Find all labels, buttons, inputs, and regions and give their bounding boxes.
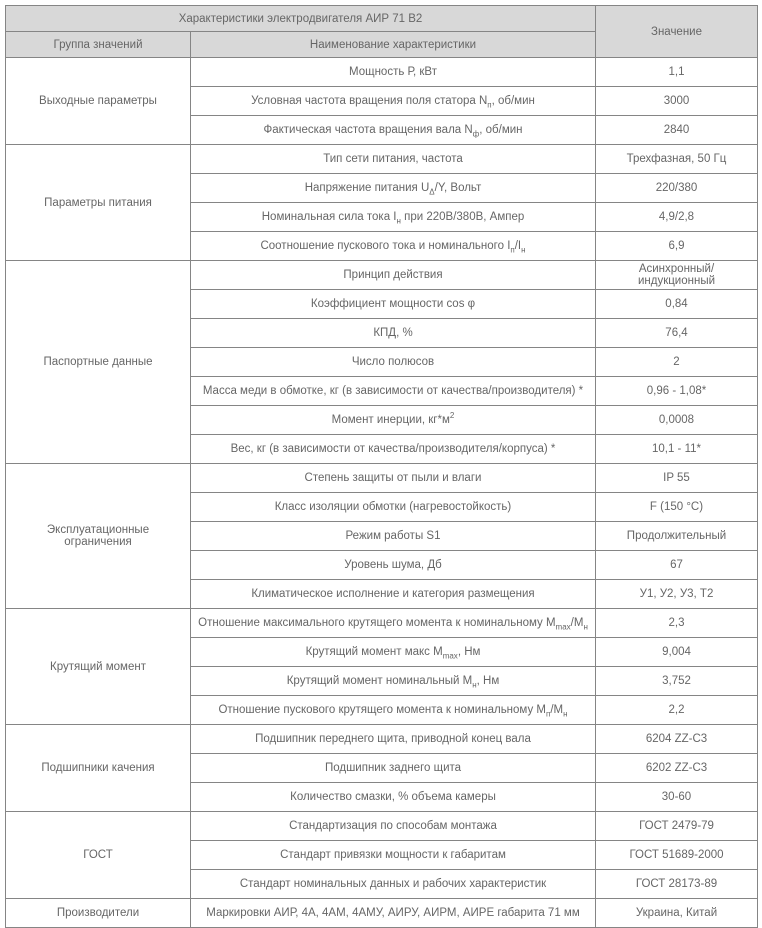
name-cell: Отношение пускового крутящего момента к номинальному $M_п/M_н$ <box>191 696 596 725</box>
value-cell: ГОСТ 2479-79 <box>596 812 758 841</box>
value-cell: 2 <box>596 348 758 377</box>
characteristics-table <box>5 5 758 928</box>
name-cell: Коэффициент мощности cos φ <box>191 290 596 319</box>
name-cell: Климатическое исполнение и категория размещения <box>191 580 596 609</box>
name-cell: Отношение максимального крутящего момента к номинальному $M_{max}/M_н$ <box>191 609 596 638</box>
value-cell: 67 <box>596 551 758 580</box>
name-cell: Режим работы S1 <box>191 522 596 551</box>
value-cell: 9,004 <box>596 638 758 667</box>
value-cell: 6202 ZZ-C3 <box>596 754 758 783</box>
name-cell: Подшипник переднего щита, приводной конец вала <box>191 725 596 754</box>
name-cell: Момент инерции, $кг*м^2$ <box>191 406 596 435</box>
value-cell: 1,1 <box>596 58 758 87</box>
table-row <box>6 464 758 493</box>
group-label: Производители <box>6 899 191 928</box>
table-row <box>6 609 758 638</box>
group-label: Эксплуатационные ограничения <box>6 464 191 609</box>
value-cell: 0,96 - 1,08* <box>596 377 758 406</box>
name-cell: Вес, кг (в зависимости от качества/производителя/корпуса) * <box>191 435 596 464</box>
group-label: Параметры питания <box>6 145 191 261</box>
name-cell: Фактическая частота вращения вала $N_ф$, об/мин <box>191 116 596 145</box>
title-row <box>6 6 758 32</box>
value-cell: У1, У2, У3, Т2 <box>596 580 758 609</box>
name-cell: Стандарт привязки мощности к габаритам <box>191 841 596 870</box>
table-row <box>6 812 758 841</box>
value-cell: 30-60 <box>596 783 758 812</box>
group-label: Паспортные данные <box>6 261 191 464</box>
name-cell: Условная частота вращения поля статора $N_п$, об/мин <box>191 87 596 116</box>
table-row <box>6 261 758 290</box>
table-row <box>6 725 758 754</box>
table-row <box>6 58 758 87</box>
value-cell: 10,1 - 11* <box>596 435 758 464</box>
value-cell: 3000 <box>596 87 758 116</box>
value-cell: 6,9 <box>596 232 758 261</box>
table-row <box>6 145 758 174</box>
name-cell: Мощность Р, кВт <box>191 58 596 87</box>
value-cell: 2840 <box>596 116 758 145</box>
name-cell: Напряжение питания $U_\Delta/Y$, Вольт <box>191 174 596 203</box>
name-cell: Соотношение пускового тока и номинального $I_п/I_н$ <box>191 232 596 261</box>
value-cell: 4,9/2,8 <box>596 203 758 232</box>
value-cell: IP 55 <box>596 464 758 493</box>
value-cell: 3,752 <box>596 667 758 696</box>
name-cell: Тип сети питания, частота <box>191 145 596 174</box>
name-cell: Стандартизация по способам монтажа <box>191 812 596 841</box>
name-cell: Принцип действия <box>191 261 596 290</box>
name-cell: Маркировки АИР, 4А, 4АМ, 4АМУ, АИРУ, АИРМ, АИРЕ габарита 71 мм <box>191 899 596 928</box>
value-cell: 2,2 <box>596 696 758 725</box>
name-cell: Степень защиты от пыли и влаги <box>191 464 596 493</box>
value-cell: 2,3 <box>596 609 758 638</box>
value-column-header: Значение <box>596 6 758 58</box>
value-cell: ГОСТ 28173-89 <box>596 870 758 899</box>
group-label: ГОСТ <box>6 812 191 899</box>
value-cell: Украина, Китай <box>596 899 758 928</box>
group-column-header: Группа значений <box>6 32 191 58</box>
name-cell: Стандарт номинальных данных и рабочих характеристик <box>191 870 596 899</box>
value-cell: 220/380 <box>596 174 758 203</box>
name-cell: Число полюсов <box>191 348 596 377</box>
name-column-header: Наименование характеристики <box>191 32 596 58</box>
table-header <box>6 6 758 58</box>
value-cell: ГОСТ 51689-2000 <box>596 841 758 870</box>
name-cell: КПД, % <box>191 319 596 348</box>
value-cell: Продолжительный <box>596 522 758 551</box>
value-cell: 0,84 <box>596 290 758 319</box>
name-cell: Крутящий момент номинальный $M_н$, Нм <box>191 667 596 696</box>
name-cell: Масса меди в обмотке, кг (в зависимости от качества/производителя) * <box>191 377 596 406</box>
value-cell: 0,0008 <box>596 406 758 435</box>
table-title: Характеристики электродвигателя АИР 71 В2 <box>6 6 596 32</box>
value-cell: F (150 °С) <box>596 493 758 522</box>
name-cell: Номинальная сила тока $I_н$ при 220В/380В, Ампер <box>191 203 596 232</box>
value-cell: Асинхронный/индукционный <box>596 261 758 290</box>
group-label: Подшипники качения <box>6 725 191 812</box>
table-body <box>6 58 758 928</box>
name-cell: Количество смазки, % объема камеры <box>191 783 596 812</box>
group-label: Крутящий момент <box>6 609 191 725</box>
name-cell: Класс изоляции обмотки (нагревостойкость) <box>191 493 596 522</box>
value-cell: 6204 ZZ-C3 <box>596 725 758 754</box>
value-cell: 76,4 <box>596 319 758 348</box>
name-cell: Подшипник заднего щита <box>191 754 596 783</box>
name-cell: Крутящий момент макс $M_{max}$, Нм <box>191 638 596 667</box>
group-label: Выходные параметры <box>6 58 191 145</box>
value-cell: Трехфазная, 50 Гц <box>596 145 758 174</box>
name-cell: Уровень шума, Дб <box>191 551 596 580</box>
